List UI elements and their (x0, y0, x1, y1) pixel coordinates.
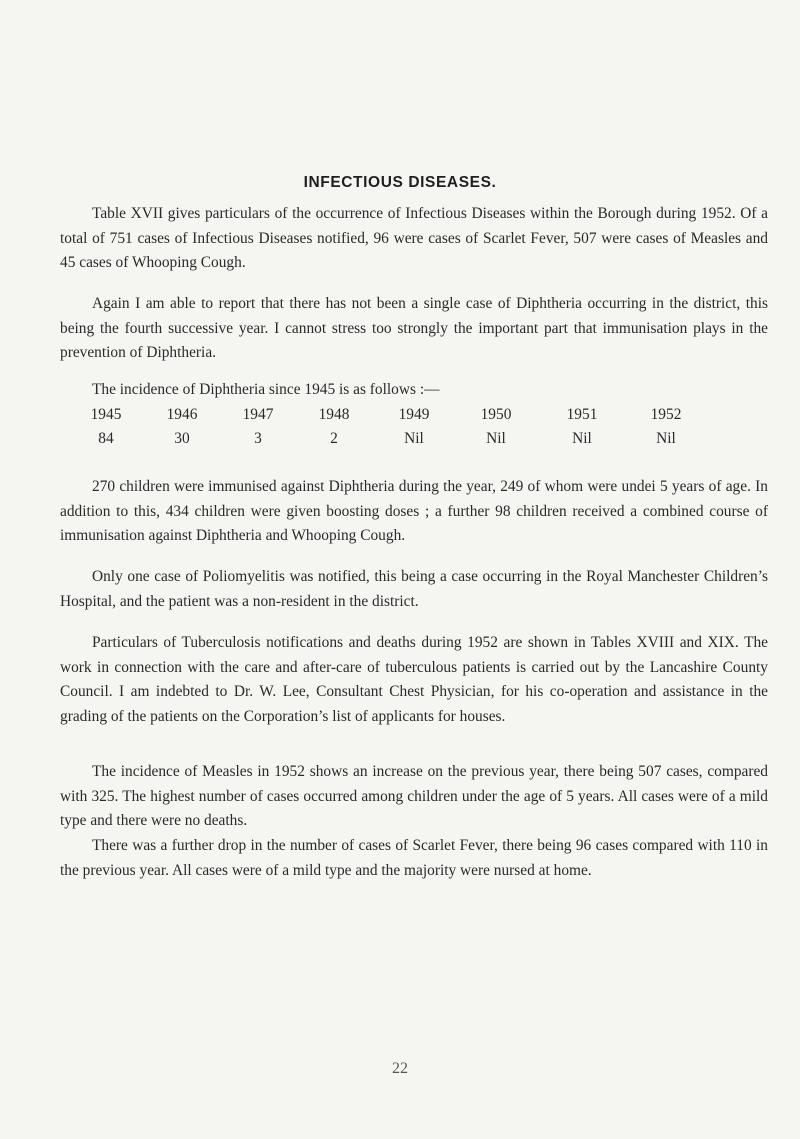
table-row-counts (0, 430, 800, 454)
count-cell: 84 (98, 430, 114, 447)
table-row-years (0, 406, 800, 430)
count-cell: Nil (486, 430, 506, 447)
year-cell: 1948 (318, 406, 350, 423)
diphtheria-table-caption: The incidence of Diphtheria since 1945 is as follows :— (92, 381, 440, 398)
count-cell: 2 (330, 430, 338, 447)
year-cell: 1951 (566, 406, 598, 423)
page-number: 22 (392, 1060, 408, 1077)
page-title: INFECTIOUS DISEASES. (303, 174, 497, 191)
year-cell: 1947 (242, 406, 274, 423)
count-cell: Nil (404, 430, 424, 447)
count-cell: 30 (174, 430, 190, 447)
paragraph-measles: The incidence of Measles in 1952 shows an increase on the previous year, there being 507 cases, compared with 325. The highest number of cases occurred among children under the age of 5 years. All cases were of a mild type and there were no deaths. (60, 763, 768, 829)
count-cell: 3 (254, 430, 262, 447)
year-cell: 1952 (650, 406, 682, 423)
year-cell: 1946 (166, 406, 198, 423)
year-cell: 1950 (480, 406, 512, 423)
paragraph-tuberculosis: Particulars of Tuberculosis notifications and deaths during 1952 are shown in Tables XVIII and XIX. The work in connection with the care and after-care of tuberculous patients is carried out by the Lancashire County Council. I am indebted to Dr. W. Lee, Consultant Chest Physician, for his co-operation and assistance in the grading of the patients on the Corporation’s list of applicants for houses. (60, 634, 768, 725)
paragraph-diphtheria-report: Again I am able to report that there has not been a single case of Diphtheria occurring in the district, this being the fourth successive year. I cannot stress too strongly the important part that immunisation plays in the prevention of Diphtheria. (60, 295, 768, 361)
count-cell: Nil (656, 430, 676, 447)
year-cell: 1945 (90, 406, 122, 423)
paragraph-poliomyelitis: Only one case of Poliomyelitis was notified, this being a case occurring in the Royal Manchester Children’s Hospital, and the patient was a non-resident in the district. (60, 568, 768, 610)
count-cell: Nil (572, 430, 592, 447)
paragraph-infectious-summary: Table XVII gives particulars of the occurrence of Infectious Diseases within the Borough during 1952. Of a total of 751 cases of Infectious Diseases notified, 96 were cases of Scarlet Fever, 507 were cases of Measles and 45 cases of Whooping Cough. (60, 205, 768, 271)
paragraph-scarlet-fever: There was a further drop in the number of cases of Scarlet Fever, there being 96 cases compared with 110 in the previous year. All cases were of a mild type and the majority were nursed at home. (60, 837, 768, 879)
year-cell: 1949 (398, 406, 430, 423)
paragraph-immunisation: 270 children were immunised against Diphtheria during the year, 249 of whom were undei 5 years of age. In addition to this, 434 children were given boosting doses ; a further 98 children received a combined course of immunisation against Diphtheria and Whooping Cough. (60, 478, 768, 544)
